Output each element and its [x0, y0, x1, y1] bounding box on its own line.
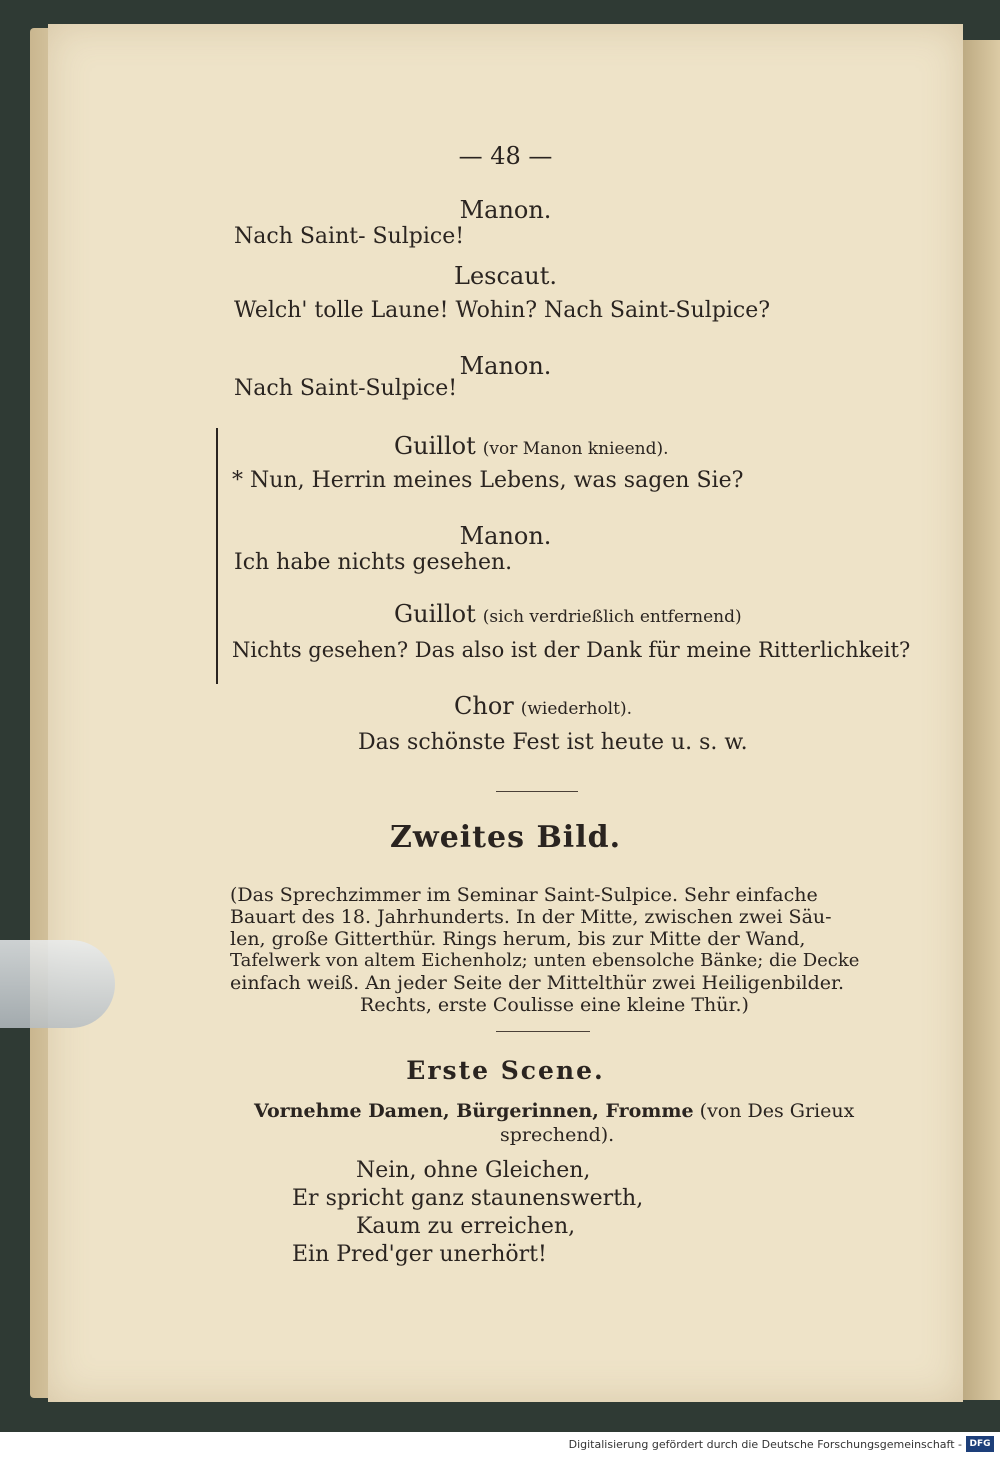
dfg-logo-icon: DFG: [966, 1436, 994, 1452]
divider: [496, 791, 578, 792]
bracket-line: [216, 428, 218, 684]
line-5: Ich habe nichts gesehen.: [234, 550, 513, 575]
speaker-manon-2: Manon.: [459, 352, 552, 380]
speaker-manon-3: Manon.: [459, 522, 552, 550]
footer-credit: Digitalisierung gefördert durch die Deutsche Forschungsgemeinschaft -: [568, 1438, 962, 1451]
divider: [496, 1031, 590, 1032]
stage-direction-line: Bauart des 18. Jahrhunderts. In der Mitte, zwischen zwei Säu-: [230, 906, 832, 928]
stage-direction-line: (Das Sprechzimmer im Seminar Saint-Sulpice. Sehr einfache: [230, 884, 818, 906]
line-3: Nach Saint-Sulpice!: [234, 376, 458, 401]
verse-line: Ein Pred'ger unerhört!: [292, 1242, 547, 1267]
page-number: — 48 —: [458, 142, 553, 170]
verse-line: Er spricht ganz staunenswerth,: [292, 1186, 644, 1211]
line-4: * Nun, Herrin meines Lebens, was sagen Sie?: [232, 468, 744, 493]
stage-direction-line: len, große Gitterthür. Rings herum, bis zur Mitte der Wand,: [230, 928, 806, 950]
stage-direction-line: einfach weiß. An jeder Seite der Mittelthür zwei Heiligenbilder.: [230, 972, 845, 994]
next-page-edge: [958, 40, 1000, 1400]
speaker-name: Guillot: [394, 432, 476, 460]
speaker-lescaut: Lescaut.: [454, 262, 557, 290]
stage-direction-line: Rechts, erste Coulisse eine kleine Thür.): [360, 994, 749, 1016]
line-6: Nichts gesehen? Das also ist der Dank für meine Ritterlichkeit?: [232, 638, 911, 662]
stage-note: (wiederholt).: [520, 699, 632, 719]
speaker-name: Chor: [454, 692, 514, 720]
verse-line: Kaum zu erreichen,: [356, 1214, 576, 1239]
scene-speakers: [254, 1100, 854, 1122]
scene-speakers-names: Vornehme Damen, Bürgerinnen, Fromme: [254, 1100, 694, 1122]
speaker-guillot-1: [394, 432, 669, 460]
stage-note: (sich verdrießlich entfernend): [482, 607, 742, 627]
scene-title: Erste Scene.: [406, 1056, 605, 1085]
section-title: Zweites Bild.: [389, 820, 622, 855]
speaker-chor: [454, 692, 632, 720]
line-2: Welch' tolle Laune! Wohin? Nach Saint-Sulpice?: [234, 298, 771, 323]
verse-line: Nein, ohne Gleichen,: [356, 1158, 591, 1183]
page-clip-holder: [0, 940, 115, 1028]
line-1: Nach Saint- Sulpice!: [234, 224, 465, 249]
scene-speakers-note: (von Des Grieux: [699, 1100, 855, 1122]
line-7: Das schönste Fest ist heute u. s. w.: [358, 730, 748, 755]
stage-note: (vor Manon knieend).: [482, 439, 669, 459]
speaker-guillot-2: [394, 600, 742, 628]
footer-bar: [0, 1432, 1000, 1457]
speaker-name: Guillot: [394, 600, 476, 628]
speaker-manon-1: Manon.: [459, 196, 552, 224]
stage-direction-line: Tafelwerk von altem Eichenholz; unten ebensolche Bänke; die Decke: [230, 950, 860, 971]
book-page: [48, 24, 963, 1402]
scene-speakers-note-2: sprechend).: [500, 1124, 615, 1146]
